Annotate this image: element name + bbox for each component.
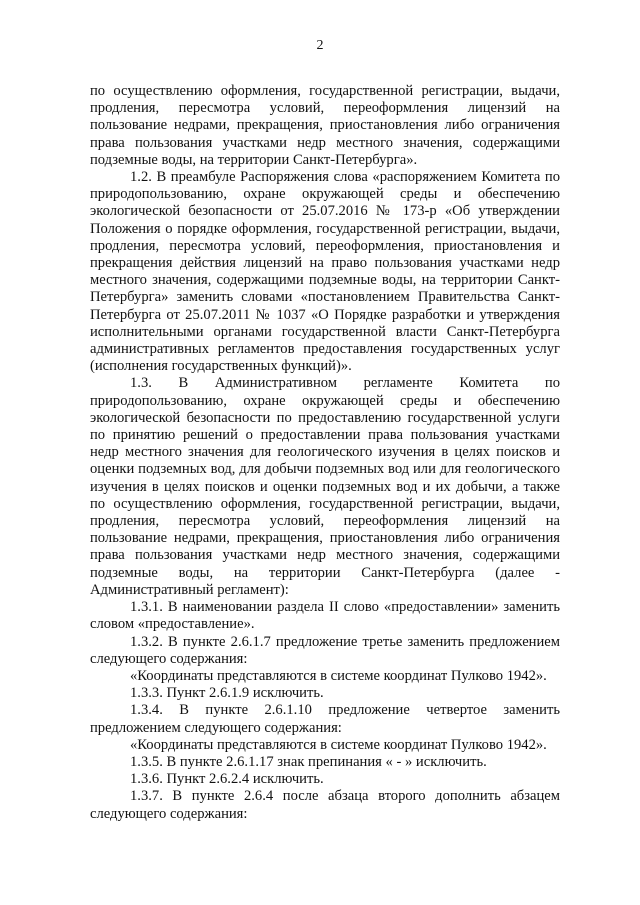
paragraph-1-2: 1.2. В преамбуле Распоряжения слова «распоряжением Комитета по природопользованию, охране окружающей среды и обеспечению экологической безопасности от 25.07.2016 № 173-р «Об утверждении Положения о порядке оформления, государственной регистрации, выдачи, продления, пересмотра условий, переоформления, приостановления и прекращения действия лицензий на право пользования участками недр местного значения, содержащими подземные воды, на территории Санкт-Петербурга» заменить словами «постановлением Правительства Санкт-Петербурга от 25.07.2011 № 1037 «О Порядке разработки и утверждения исполнительными органами государственной власти Санкт-Петербурга административных регламентов предоставления государственных услуг (исполнения государственных функций)». xyxy=(90,169,560,375)
paragraph-1-3-6: 1.3.6. Пункт 2.6.2.4 исключить. xyxy=(130,771,324,788)
document-body xyxy=(90,83,560,823)
paragraph-1-3-1: 1.3.1. В наименовании раздела II слово «предоставлении» заменить словом «предоставление». xyxy=(90,599,560,633)
paragraph-continuation: по осуществлению оформления, государственной регистрации, выдачи, продления, пересмотра условий, переоформления лицензий на пользование недрами, прекращения, приостановления либо ограничения права пользования участками недр местного значения, содержащими подземные воды, на территории Санкт-Петербурга». xyxy=(90,83,560,168)
paragraph-1-3-7: 1.3.7. В пункте 2.6.4 после абзаца второго дополнить абзацем следующего содержания: xyxy=(90,788,560,822)
paragraph-1-3: 1.3. В Административном регламенте Комитета по природопользованию, охране окружающей среды и обеспечению экологической безопасности по предоставлению государственной услуги по принятию решений о предоставлении права пользования участками недр местного значения для геологического изучения в целях поисков и оценки подземных вод, для добычи подземных вод или для геологического изучения в целях поисков и оценки подземных вод и их добычи, а также по осуществлению оформления, государственной регистрации, выдачи, продления, пересмотра условий, переоформления лицензий на пользование недрами, прекращения, приостановления либо ограничения права пользования участками недр местного значения, содержащими подземные воды, на территории Санкт-Петербурга (далее - Административный регламент): xyxy=(90,375,560,598)
paragraph-1-3-5: 1.3.5. В пункте 2.6.1.17 знак препинания « - » исключить. xyxy=(130,753,487,770)
paragraph-1-3-4: 1.3.4. В пункте 2.6.1.10 предложение четвертое заменить предложением следующего содержания: xyxy=(90,702,560,736)
paragraph-quote-1: «Координаты представляются в системе координат Пулково 1942». xyxy=(130,667,547,684)
paragraph-1-3-3: 1.3.3. Пункт 2.6.1.9 исключить. xyxy=(130,685,324,702)
paragraph-1-3-2: 1.3.2. В пункте 2.6.1.7 предложение третье заменить предложением следующего содержания: xyxy=(90,633,560,667)
paragraph-quote-2: «Координаты представляются в системе координат Пулково 1942». xyxy=(130,736,547,753)
page-number: 2 xyxy=(316,38,324,53)
